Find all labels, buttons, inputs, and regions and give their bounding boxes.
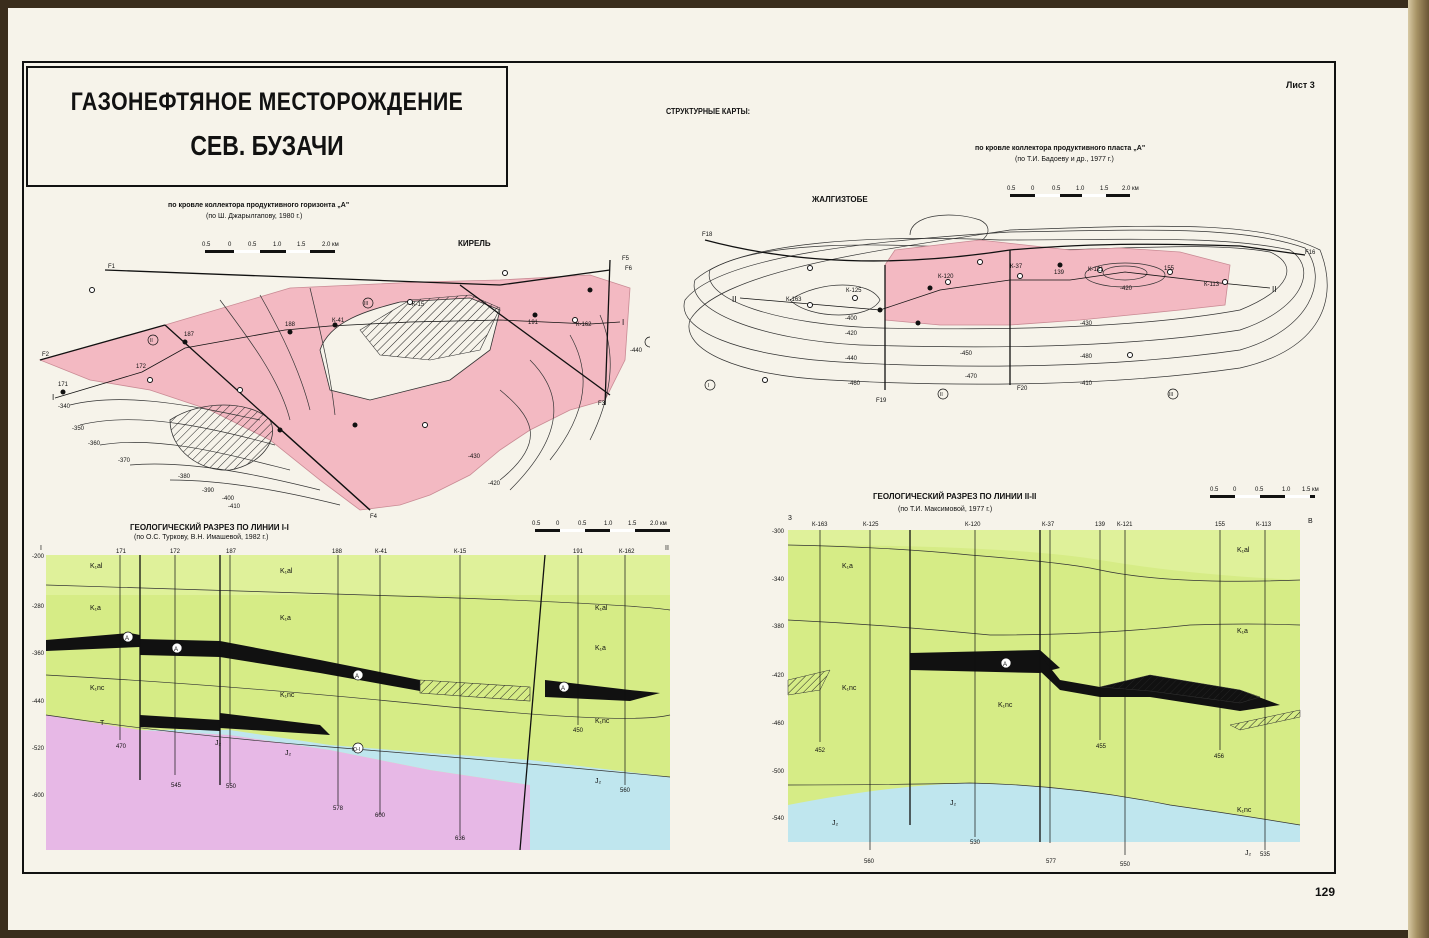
right-scale-t3: 1.0 bbox=[1076, 186, 1085, 192]
left-well-k162: К-162 bbox=[576, 322, 592, 328]
left-scale-t3: 1.0 bbox=[273, 242, 282, 248]
rs-depth-0: -300 bbox=[772, 529, 785, 535]
rs-well-k37: К-37 bbox=[1042, 522, 1055, 528]
left-fault-f4: F4 bbox=[370, 514, 378, 520]
right-scale-t1: 0 bbox=[1031, 186, 1035, 192]
right-scale-t2: 0.5 bbox=[1052, 186, 1061, 192]
right-contour-450: -450 bbox=[960, 351, 973, 357]
left-contour-410: -410 bbox=[228, 504, 241, 510]
right-line-mark-start: II bbox=[732, 295, 737, 304]
ls-depth-1: -280 bbox=[32, 604, 45, 610]
rs-layer-k1al: K₁al bbox=[1237, 547, 1250, 554]
right-well-155: 155 bbox=[1164, 266, 1175, 272]
left-section-title: ГЕОЛОГИЧЕСКИЙ РАЗРЕЗ ПО ЛИНИИ I-I bbox=[130, 523, 289, 532]
rs-marker-a: A bbox=[1003, 662, 1008, 668]
ls-depth-5: -600 bbox=[32, 793, 45, 799]
rs-depth-6: -540 bbox=[772, 816, 785, 822]
ls-layer-k1al-3: K₁al bbox=[595, 605, 608, 612]
rs-bottom-5: 550 bbox=[1120, 862, 1131, 868]
left-sec-scale-t5: 2.0 км bbox=[650, 521, 667, 527]
title-line-2: СЕВ. БУЗАЧИ bbox=[190, 130, 344, 161]
left-scale-t5: 2.0 км bbox=[322, 242, 339, 248]
right-fault-f19: F19 bbox=[876, 398, 887, 404]
left-section-depths bbox=[32, 554, 45, 799]
rs-layer-k1nc: K₁nc bbox=[842, 685, 857, 692]
ls-layer-k1al-2: K₁al bbox=[280, 568, 293, 575]
right-well-k113: К-113 bbox=[1204, 282, 1220, 288]
rs-layer-k1nc-3: K₁nc bbox=[1237, 807, 1252, 814]
ls-marker-a4: A bbox=[561, 686, 566, 692]
left-contour-350: -350 bbox=[72, 426, 85, 432]
ls-layer-k1nc-3: K₁nc bbox=[595, 718, 610, 725]
left-scale-t1: 0 bbox=[228, 242, 232, 248]
book-edge bbox=[1408, 0, 1429, 938]
left-map-scale-bar bbox=[202, 242, 339, 253]
right-map-author: (по Т.И. Бадоеву и др., 1977 г.) bbox=[1015, 156, 1114, 163]
right-productive-area bbox=[885, 240, 1230, 325]
rs-well-k120: К-120 bbox=[965, 522, 981, 528]
right-scale-t5: 2.0 км bbox=[1122, 186, 1139, 192]
right-section-subtitle: (по Т.И. Максимовой, 1977 г.) bbox=[898, 506, 993, 513]
ls-well-k162: К-162 bbox=[619, 549, 635, 555]
title-box bbox=[26, 66, 508, 187]
rs-scale-t0: 0.5 bbox=[1210, 487, 1219, 493]
ls-well-172: 172 bbox=[170, 549, 181, 555]
left-map-area: КИРЕЛЬ bbox=[458, 239, 491, 248]
right-fault-f16: F16 bbox=[1305, 250, 1316, 256]
left-geological-section bbox=[30, 515, 680, 855]
ls-layer-k1a: K₁a bbox=[90, 605, 101, 612]
left-section-subtitle: (по О.С. Туркову, В.Н. Имашевой, 1982 г.) bbox=[134, 534, 269, 541]
rs-scale-t2: 0.5 bbox=[1255, 487, 1264, 493]
right-map-caption: по кровле коллектора продуктивного пласта „А" bbox=[975, 145, 1146, 152]
rs-layer-k1a-2: K₁a bbox=[1237, 628, 1248, 635]
ls-layer-k1nc: K₁nc bbox=[90, 685, 105, 692]
right-geological-section bbox=[770, 485, 1330, 875]
rs-scale-t1: 0 bbox=[1233, 487, 1237, 493]
right-well-k120: К-120 bbox=[938, 274, 954, 280]
left-well-187: 187 bbox=[184, 332, 195, 338]
right-well-k37: К-37 bbox=[1010, 264, 1023, 270]
right-zone-3: III bbox=[1169, 392, 1174, 398]
left-map-caption: по кровле коллектора продуктивного горизонта „А" bbox=[168, 202, 350, 209]
ls-marker-a1: A bbox=[125, 636, 130, 642]
rs-scale-t3: 1.0 bbox=[1282, 487, 1291, 493]
rs-well-k125: К-125 bbox=[863, 522, 879, 528]
rs-end-end: В bbox=[1308, 518, 1313, 525]
left-contour-430: -430 bbox=[468, 454, 481, 460]
ls-layer-k1a-3: K₁a bbox=[595, 645, 606, 652]
right-contour-400: -400 bbox=[845, 316, 858, 322]
left-well-188: 188 bbox=[285, 322, 296, 328]
right-map-scale-bar bbox=[1007, 186, 1139, 197]
ls-well-k41: К-41 bbox=[375, 549, 388, 555]
right-section-title: ГЕОЛОГИЧЕСКИЙ РАЗРЕЗ ПО ЛИНИИ II-II bbox=[873, 492, 1037, 501]
rs-well-155: 155 bbox=[1215, 522, 1226, 528]
rs-well-k121: К-121 bbox=[1117, 522, 1133, 528]
rs-bottom-0: 452 bbox=[815, 748, 826, 754]
ls-layer-j2-3: J₂ bbox=[595, 778, 602, 785]
left-well-171: 171 bbox=[58, 382, 69, 388]
subtitle: СТРУКТУРНЫЕ КАРТЫ: bbox=[666, 107, 751, 116]
left-scale-t0: 0.5 bbox=[202, 242, 211, 248]
rs-scale-t4: 1.5 км bbox=[1302, 487, 1319, 493]
rs-depth-4: -460 bbox=[772, 721, 785, 727]
left-scale-t2: 0.5 bbox=[248, 242, 257, 248]
left-well-191: 191 bbox=[528, 320, 539, 326]
left-zone-3: III bbox=[364, 301, 369, 307]
left-fault-f5: F5 bbox=[622, 256, 630, 262]
ls-marker-yu1: Ю-I bbox=[352, 747, 361, 753]
left-contour-380: -380 bbox=[178, 474, 191, 480]
title-line-1: ГАЗОНЕФТЯНОЕ МЕСТОРОЖДЕНИЕ bbox=[70, 88, 464, 116]
left-sec-scale-t1: 0 bbox=[556, 521, 560, 527]
left-structure-map bbox=[30, 240, 650, 525]
ls-layer-k1al: K₁al bbox=[90, 563, 103, 570]
left-well-k41: К-41 bbox=[332, 318, 345, 324]
left-sec-scale-t3: 1.0 bbox=[604, 521, 613, 527]
rs-layer-j2: J₂ bbox=[950, 800, 957, 807]
left-line-mark-end: I bbox=[622, 318, 625, 327]
right-contour-420: -420 bbox=[845, 331, 858, 337]
left-line-mark-start: I bbox=[52, 393, 55, 402]
rs-bottom-2: 530 bbox=[970, 840, 981, 846]
rs-end-start: 3 bbox=[788, 515, 792, 522]
ls-well-188: 188 bbox=[332, 549, 343, 555]
ls-bottom-2: 550 bbox=[226, 784, 237, 790]
ls-bottom-5: 636 bbox=[455, 836, 466, 842]
ls-bottom-3: 578 bbox=[333, 806, 344, 812]
ls-layer-t: T bbox=[100, 720, 105, 727]
left-section-end-end: II bbox=[665, 545, 669, 552]
rs-well-139: 139 bbox=[1095, 522, 1106, 528]
rs-depth-5: -500 bbox=[772, 769, 785, 775]
right-structure-map bbox=[680, 180, 1330, 410]
ls-marker-a2: A bbox=[174, 647, 179, 653]
left-fault-f2: F2 bbox=[42, 352, 50, 358]
right-fault-f20: F20 bbox=[1017, 386, 1028, 392]
rs-depth-2: -380 bbox=[772, 624, 785, 630]
right-scale-t4: 1.5 bbox=[1100, 186, 1109, 192]
left-section-end-start: I bbox=[40, 545, 42, 552]
right-contour-420b: -420 bbox=[1120, 286, 1133, 292]
left-section-scale-bar bbox=[532, 521, 670, 532]
ls-well-191: 191 bbox=[573, 549, 584, 555]
ls-well-k15: К-15 bbox=[454, 549, 467, 555]
rs-layer-k1nc-2: K₁nc bbox=[998, 702, 1013, 709]
left-zone-2: II bbox=[150, 338, 153, 344]
right-well-k125: К-125 bbox=[846, 288, 862, 294]
left-sec-scale-t2: 0.5 bbox=[578, 521, 587, 527]
left-well-k15: К-15 bbox=[412, 302, 425, 308]
right-contour-470: -470 bbox=[965, 374, 978, 380]
right-well-139: 139 bbox=[1054, 270, 1065, 276]
sheet-label: Лист 3 bbox=[1286, 80, 1315, 90]
left-scale-t4: 1.5 bbox=[297, 242, 306, 248]
left-map-author: (по Ш. Джарылгапову, 1980 г.) bbox=[206, 213, 303, 220]
left-gas-zone-2 bbox=[170, 405, 273, 470]
rs-layer-j2-3: J₂ bbox=[1245, 850, 1252, 857]
right-contour-430: -430 bbox=[1080, 321, 1093, 327]
left-contour-420: -420 bbox=[488, 481, 501, 487]
right-map-area: ЖАЛГИЗТОБЕ bbox=[812, 195, 868, 204]
left-contour-340: -340 bbox=[58, 404, 71, 410]
ls-depth-3: -440 bbox=[32, 699, 45, 705]
left-section-well-labels bbox=[116, 549, 635, 555]
left-contour-440: -440 bbox=[630, 348, 643, 354]
rs-bottom-7: 535 bbox=[1260, 852, 1271, 858]
rs-layer-k1a: K₁a bbox=[842, 563, 853, 570]
right-section-depths bbox=[772, 529, 785, 822]
rs-bottom-3: 577 bbox=[1046, 859, 1057, 865]
ls-layer-j2: J₂ bbox=[215, 740, 222, 747]
ls-layer-k1nc-2: K₁nc bbox=[280, 692, 295, 699]
ls-bottom-1: 545 bbox=[171, 783, 182, 789]
rs-layer-j2-2: J₂ bbox=[832, 820, 839, 827]
right-contour-410: -410 bbox=[1080, 381, 1093, 387]
ls-bottom-6: 450 bbox=[573, 728, 584, 734]
ls-bottom-7: 560 bbox=[620, 788, 631, 794]
right-contour-480: -480 bbox=[1080, 354, 1093, 360]
right-well-k121: К-121 bbox=[1088, 267, 1104, 273]
right-scale-t0: 0.5 bbox=[1007, 186, 1016, 192]
left-contour-370: -370 bbox=[118, 458, 131, 464]
rs-depth-3: -420 bbox=[772, 673, 785, 679]
page-number: 129 bbox=[1315, 885, 1336, 899]
left-productive-area bbox=[40, 275, 630, 510]
ls-depth-2: -360 bbox=[32, 651, 45, 657]
right-zone-1: I bbox=[708, 383, 710, 389]
right-contour-440: -440 bbox=[845, 356, 858, 362]
left-fault-f6: F6 bbox=[625, 266, 633, 272]
rs-bottom-4: 455 bbox=[1096, 744, 1107, 750]
ls-depth-4: -520 bbox=[32, 746, 45, 752]
rs-well-k163: К-163 bbox=[812, 522, 828, 528]
ls-depth-0: -200 bbox=[32, 554, 45, 560]
ls-bottom-0: 470 bbox=[116, 744, 127, 750]
right-section-scale-bar bbox=[1210, 487, 1319, 498]
right-zone-2: II bbox=[940, 392, 943, 398]
ls-layer-k1a-2: K₁a bbox=[280, 615, 291, 622]
ls-well-171: 171 bbox=[116, 549, 127, 555]
left-well-172: 172 bbox=[136, 364, 147, 370]
right-line-mark-end: II bbox=[1272, 285, 1277, 294]
left-sec-scale-t4: 1.5 bbox=[628, 521, 637, 527]
right-reservoir-A bbox=[910, 650, 1060, 673]
rs-bottom-1: 560 bbox=[864, 859, 875, 865]
left-sec-scale-t0: 0.5 bbox=[532, 521, 541, 527]
left-contour-360: -360 bbox=[88, 441, 101, 447]
ls-well-187: 187 bbox=[226, 549, 237, 555]
left-contour-400: -400 bbox=[222, 496, 235, 502]
rs-bottom-6: 456 bbox=[1214, 754, 1225, 760]
ls-marker-a3: A bbox=[355, 674, 360, 680]
right-fault-f18: F18 bbox=[702, 232, 713, 238]
left-fault-f3: F3 bbox=[598, 401, 606, 407]
ls-layer-j2-2: J₂ bbox=[285, 750, 292, 757]
left-fault-f1: F1 bbox=[108, 264, 116, 270]
ls-bottom-4: 600 bbox=[375, 813, 386, 819]
right-section-well-labels bbox=[812, 522, 1272, 528]
right-well-k163: К-163 bbox=[786, 297, 802, 303]
rs-well-k113: К-113 bbox=[1256, 522, 1272, 528]
left-contour-390: -390 bbox=[202, 488, 215, 494]
right-contour-460: -460 bbox=[848, 381, 861, 387]
rs-depth-1: -340 bbox=[772, 577, 785, 583]
